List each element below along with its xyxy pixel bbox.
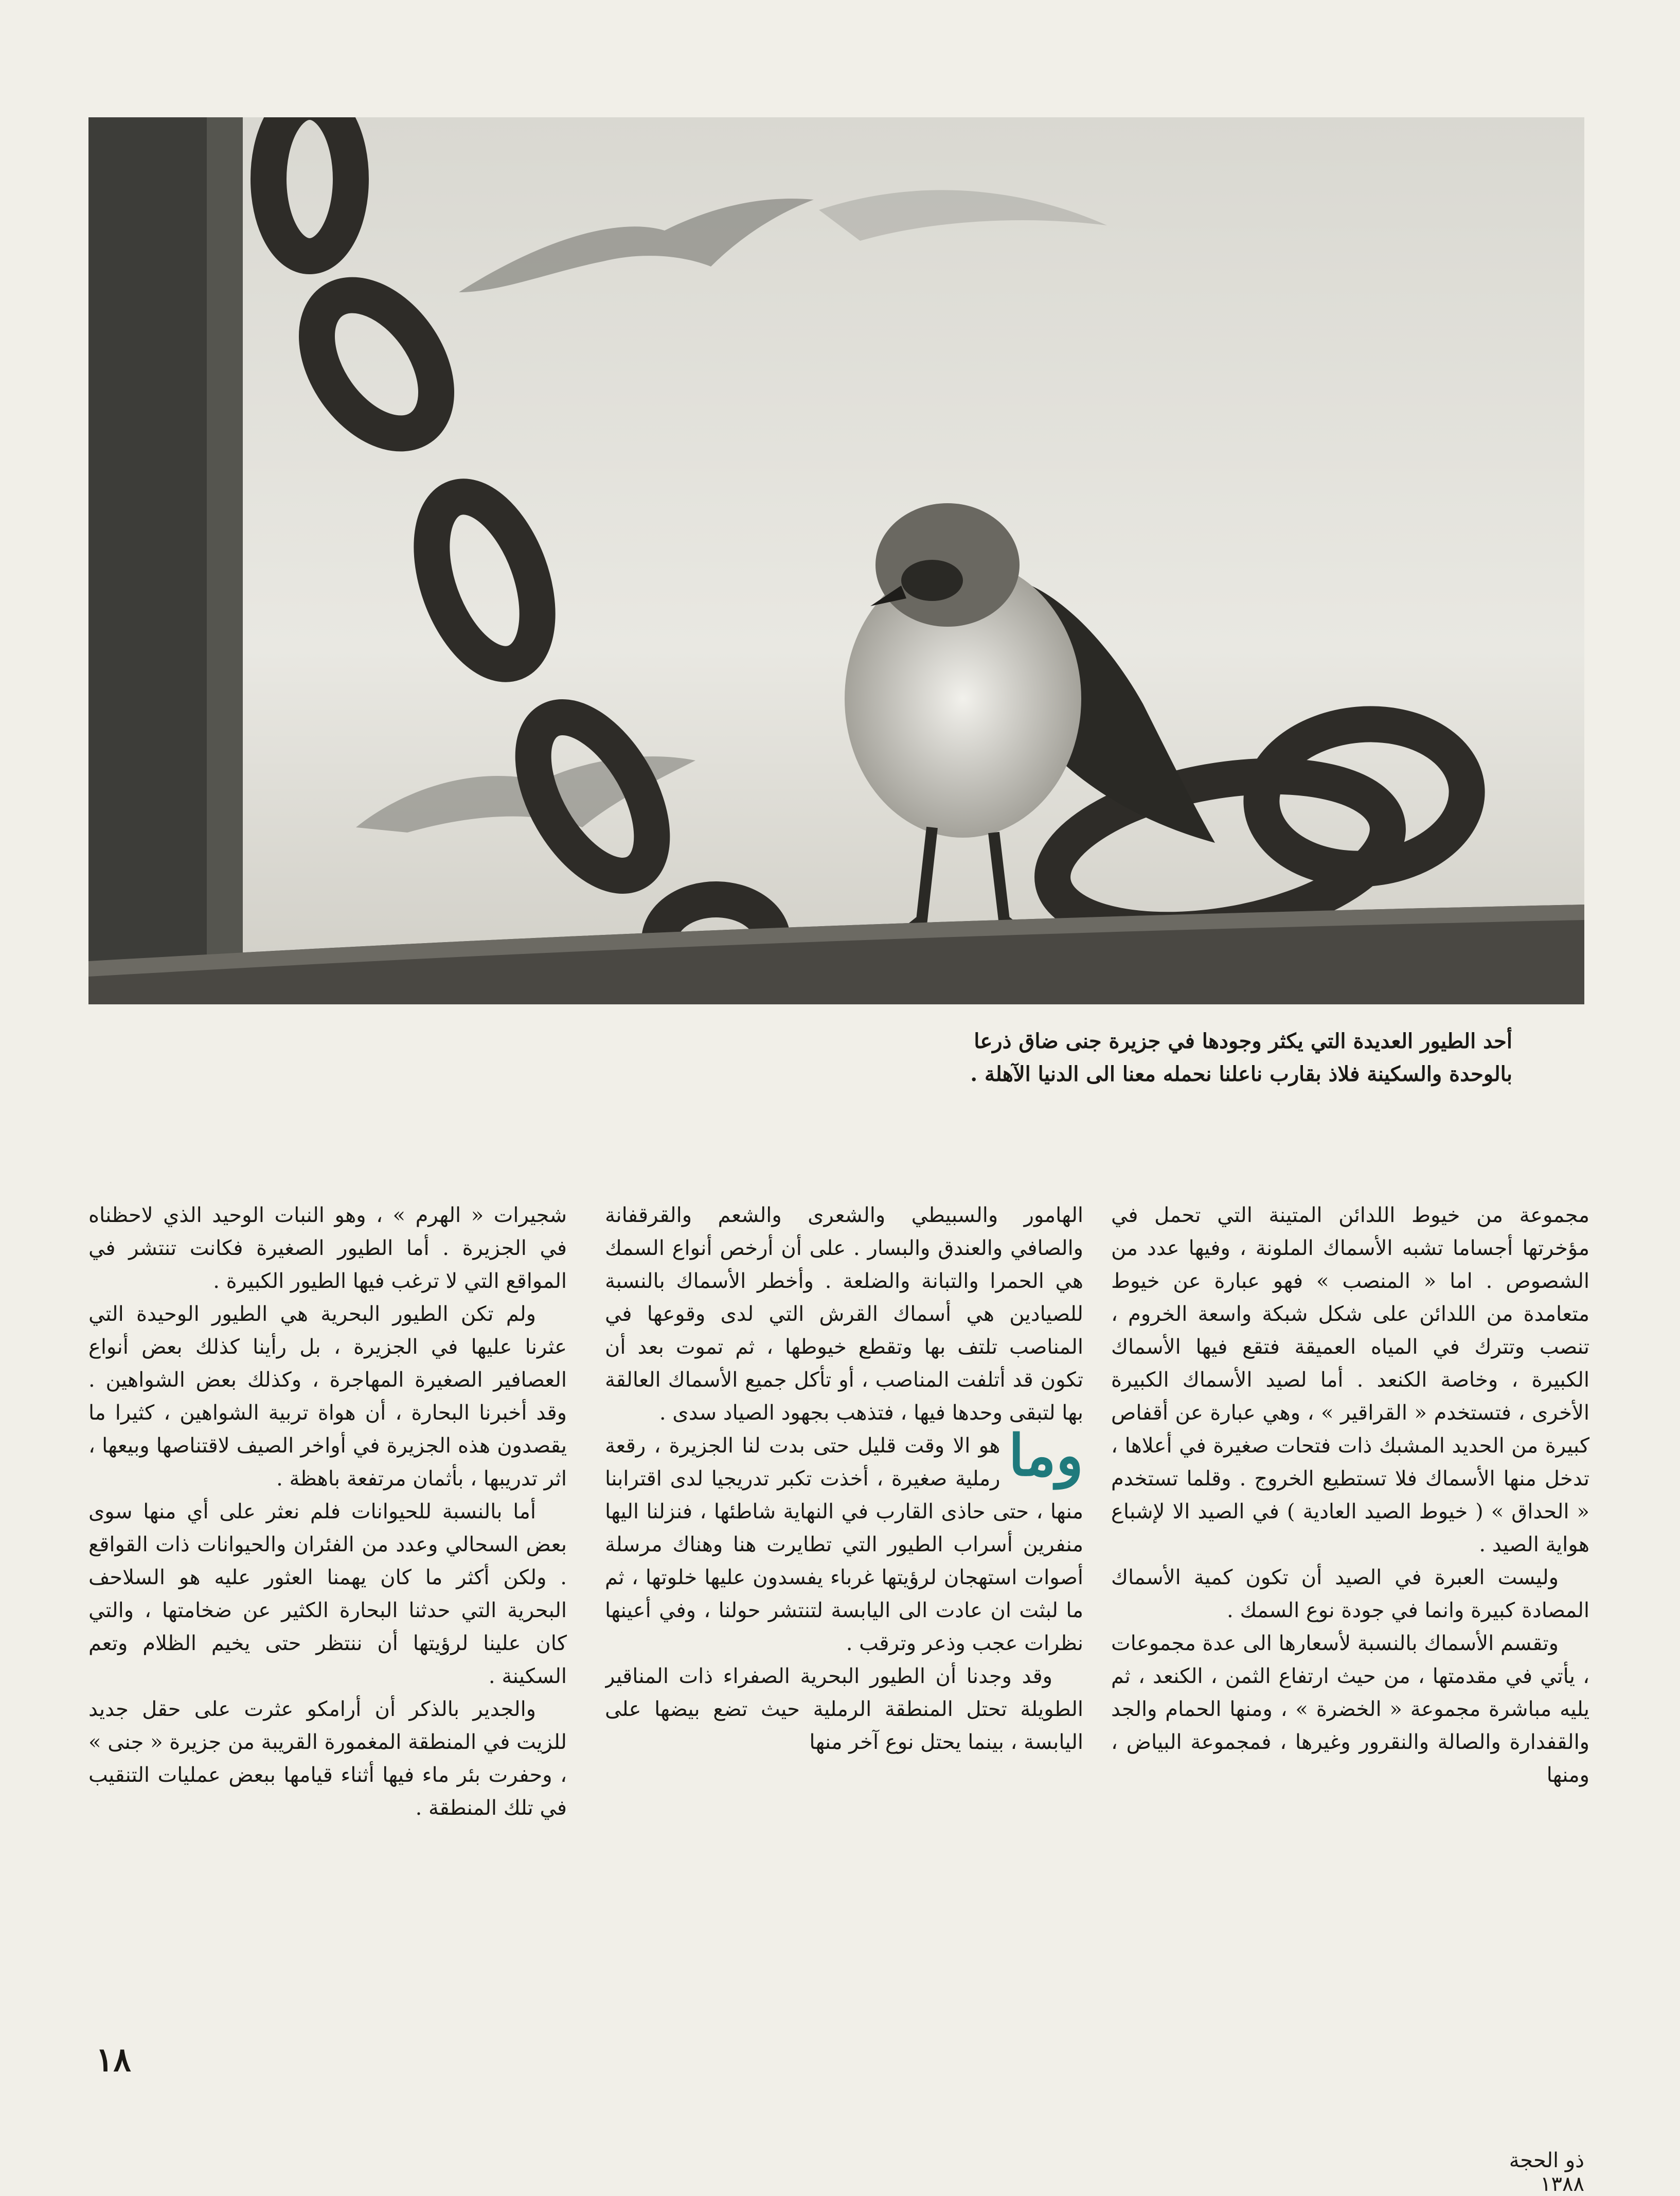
middle-paragraph-2-text: هو الا وقت قليل حتى بدت لنا الجزيرة ، رقعة رملية صغيرة ، أخذت تكبر تدريجيا لدى اقترابنا منها ، حتى حاذى القارب في النهاية شاطئها ، فنزلنا اليها منفرين أسراب الطيور التي تطايرت هنا وهناك مرسلة أصوات استهجان لرؤيتها غرباء يفسدون عليها خلوتها ، ثم ما لبثت ان عادت الى اليابسة لتنتشر حولنا ، وفي أعينها نظرات عجب وذعر وترقب . <box>605 1434 1083 1655</box>
bird-chain-photo <box>88 117 1584 1004</box>
caption-line-1: أحد الطيور العديدة التي يكثر وجودها في جزيرة جنى ضاق ذرعا <box>974 1029 1512 1053</box>
bird-eye-mask <box>901 560 963 601</box>
column-left <box>88 1199 567 2043</box>
right-paragraph-3: وتقسم الأسماك بالنسبة لأسعارها الى عدة مجموعات ، يأتي في مقدمتها ، من حيث ارتفاع الثمن ، الكنعد ، ثم يليه مباشرة مجموعة « الخضرة » ، ومنها الحمام والجد والقفدارة والصالة والنقرور وغيرها ، فمجموعة البياض ، ومنها <box>1111 1632 1589 1787</box>
iron-post-edge <box>207 117 243 961</box>
right-paragraph-1: مجموعة من خيوط اللدائن المتينة التي تحمل في مؤخرتها أجساما تشبه الأسماك الملونة ، وفيها عدد من الشصوص . اما « المنصب » فهو عبارة عن خيوط متعامدة من اللدائن على شكل شبكة واسعة الخروم ، تنصب وتترك في المياه العميقة فتقع فيها الأسماك الكبيرة ، وخاصة الكنعد . أما لصيد الأسماك الكبيرة الأخرى ، فتستخدم « القراقير » ، وهي عبارة عن أقفاص كبيرة من الحديد المشبك ذات فتحات صغيرة في أعلاها ، تدخل منها الأسماك فلا تستطيع الخروج . وقلما تستخدم « الحداق » ( خيوط الصيد العادية ) في الصيد الا لإشباع هواية الصيد . <box>1111 1203 1589 1556</box>
left-paragraph-1: شجيرات « الهرم » ، وهو النبات الوحيد الذي لاحظناه في الجزيرة . أما الطيور الصغيرة فكانت تنتشر في المواقع التي لا ترغب فيها الطيور الكبيرة . <box>88 1203 567 1293</box>
column-right <box>1111 1199 1589 2043</box>
middle-paragraph-1: الهامور والسبيطي والشعرى والشعم والقرقفانة والصافي والعندق والبسار . على أن أرخص أنواع السمك هي الحمرا والتبانة والضلعة . وأخطر الأسماك بالنسبة للصيادين هي أسماك القرش التي لدى وقوعها في المناصب تلتف بها وتقطع خيوطها ، ثم تموت بعد أن تكون قد أتلفت المناصب ، أو تأكل جميع الأسماك العالقة بها لتبقى وحدها فيها ، فتذهب بجهود الصياد سدى . <box>605 1203 1083 1425</box>
photo-illustration <box>88 117 1584 1004</box>
page-number: ١٨ <box>96 2041 131 2079</box>
right-paragraph-2: وليست العبرة في الصيد أن تكون كمية الأسماك المصادة كبيرة وانما في جودة نوع السمك . <box>1111 1566 1589 1622</box>
left-paragraph-3: أما بالنسبة للحيوانات فلم نعثر على أي منها سوى بعض السحالي وعدد من الفئران والحيوانات ذات القواقع . ولكن أكثر ما كان يهمنا العثور عليه هو السلاحف البحرية التي حدثنا البحارة الكثير عن ضخامتها ، والتي كان علينا لرؤيتها أن ننتظر حتى يخيم الظلام وتعم السكينة . <box>88 1500 567 1688</box>
caption-line-2: بالوحدة والسكينة فلاذ بقارب ناعلنا نحمله معنا الى الدنيا الآهلة . <box>970 1062 1512 1086</box>
left-paragraph-4: والجدير بالذكر أن أرامكو عثرت على حقل جديد للزيت في المنطقة المغمورة القريبة من جزيرة « جنى » ، وحفرت بئر ماء فيها أثناء قيامها ببعض عمليات التنقيب في تلك المنطقة . <box>88 1697 567 1820</box>
left-paragraph-2: ولم تكن الطيور البحرية هي الطيور الوحيدة التي عثرنا عليها في الجزيرة ، بل رأينا كذلك بعض أنواع العصافير الصغيرة المهاجرة ، وكذلك بعض الشواهين . وقد أخبرنا البحارة ، أن هواة تربية الشواهين ، كثيرا ما يقصدون هذه الجزيرة في أواخر الصيف لاقتناصها وبيعها ، اثر تدريبها ، بأثمان مرتفعة باهظة . <box>88 1302 567 1491</box>
drop-cap: وما <box>1008 1422 1083 1489</box>
middle-paragraph-3: وقد وجدنا أن الطيور البحرية الصفراء ذات المناقير الطويلة تحتل المنطقة الرملية حيث تضع بيضها على اليابسة ، بينما يحتل نوع آخر منها <box>605 1664 1083 1754</box>
footer-date: ذو الحجة ١٣٨٨ <box>1509 2149 1584 2196</box>
photo-caption <box>288 1025 1512 1091</box>
column-middle <box>605 1199 1083 2043</box>
middle-paragraph-2 <box>605 1422 1083 1660</box>
